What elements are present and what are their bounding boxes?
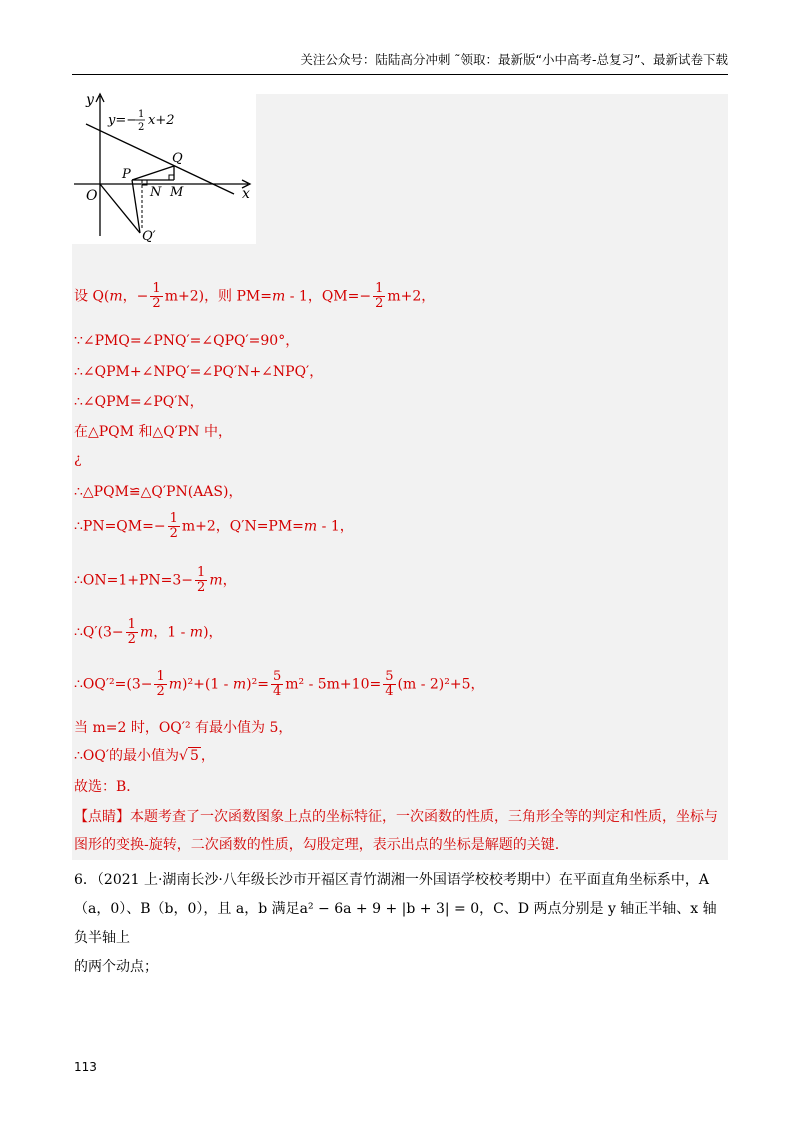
solution-line-9: ∴ON=1+PN=3− $\frac{1}{2}$ m， — [74, 565, 237, 595]
coordinate-figure — [72, 88, 256, 244]
solution-comment-line-2: 图形的变换-旋转，二次函数的性质，勾股定理，表示出点的坐标是解题的关键. — [74, 837, 560, 853]
fraction-half: $\frac{1}{2}$ — [156, 669, 165, 699]
question-6-line-2: （a，0）、B（b，0），且 a，b 满足a² − 6a + 9 + |b + 3| = 0，C、D 两点分别是 y 轴正半轴、x 轴负半轴上 — [74, 901, 717, 946]
solution-line-13: ∴OQ′的最小值为√ 5 ， — [74, 748, 215, 764]
fraction-five-fourths: $\frac{5}{4}$ — [385, 669, 394, 699]
label-origin: O — [86, 188, 98, 204]
solution-line-2: ∵∠PMQ=∠PNQ′=∠QPQ′=90°， — [74, 333, 300, 349]
solution-line-4: ∴∠QPM=∠PQ′N， — [74, 394, 204, 410]
fraction-half: $\frac{1}{2}$ — [197, 565, 206, 595]
solution-line-14: 故选：B． — [74, 779, 141, 795]
line-equation-num: 1 — [138, 109, 145, 120]
fraction-half: $\frac{1}{2}$ — [375, 281, 384, 311]
label-y: y — [86, 92, 94, 108]
solution-comment-line-1: 【点睛】本题考查了一次函数图象上点的坐标特征，一次函数的性质，三角形全等的判定和性质，坐标与 — [74, 809, 718, 825]
fraction-half: $\frac{1}{2}$ — [127, 617, 136, 647]
solution-line-11: ∴OQ′²=(3− $\frac{1}{2}$ m)²+(1 ‐ m)²= $\frac{5}{4}$ m² ‐ 5m+10= $\frac{5}{4}$ (m ‐ 2)²+5， — [74, 669, 485, 699]
label-p: P — [122, 167, 131, 182]
page-header: 关注公众号：陆陆高分冲刺 ˜领取：最新版“小中高考-总复习”、最新试卷下载 — [72, 50, 728, 75]
label-q-prime: Q′ — [142, 229, 156, 244]
solution-line-1: 设 Q(m，− $\frac{1}{2}$ m+2)，则 PM=m ‐ 1，QM=− $\frac{1}{2}$ m+2， — [74, 281, 436, 311]
page-number: 113 — [74, 1060, 97, 1074]
line-equation-prefix: y=− — [108, 113, 138, 128]
label-n: N — [150, 185, 162, 200]
figure-svg — [72, 88, 256, 244]
line-equation-den: 2 — [138, 122, 145, 133]
solution-line-5: 在△PQM 和△Q′PN 中， — [74, 424, 232, 440]
label-x: x — [242, 186, 250, 202]
question-6 — [74, 866, 724, 982]
solution-line-12: 当 m=2 时，OQ′² 有最小值为 5， — [74, 720, 293, 736]
solution-line-7: ∴△PQM≌△Q′PN(AAS)， — [74, 484, 243, 500]
fraction-half: $\frac{1}{2}$ — [152, 281, 161, 311]
fraction-five-fourths: $\frac{5}{4}$ — [272, 669, 282, 699]
solution-line-10: ∴Q′(3− $\frac{1}{2}$ m，1 ‐ m)， — [74, 617, 223, 647]
question-6-line-3: 的两个动点； — [74, 959, 158, 975]
label-m: M — [170, 185, 184, 200]
line-equation-suffix: x+2 — [148, 113, 175, 128]
solution-line-3: ∴∠QPM+∠NPQ′=∠PQ′N+∠NPQ′， — [74, 364, 324, 380]
fraction-half: $\frac{1}{2}$ — [169, 511, 178, 541]
solution-line-6: ¿ — [74, 451, 82, 467]
question-6-line-1: 6．（2021 上·湖南长沙·八年级长沙市开福区青竹湖湘一外国语学校校考期中）在平面直角坐标系中，A — [74, 872, 709, 888]
label-q: Q — [172, 151, 183, 166]
solution-line-8: ∴PN=QM=− $\frac{1}{2}$ m+2，Q′N=PM=m ‐ 1， — [74, 511, 354, 541]
